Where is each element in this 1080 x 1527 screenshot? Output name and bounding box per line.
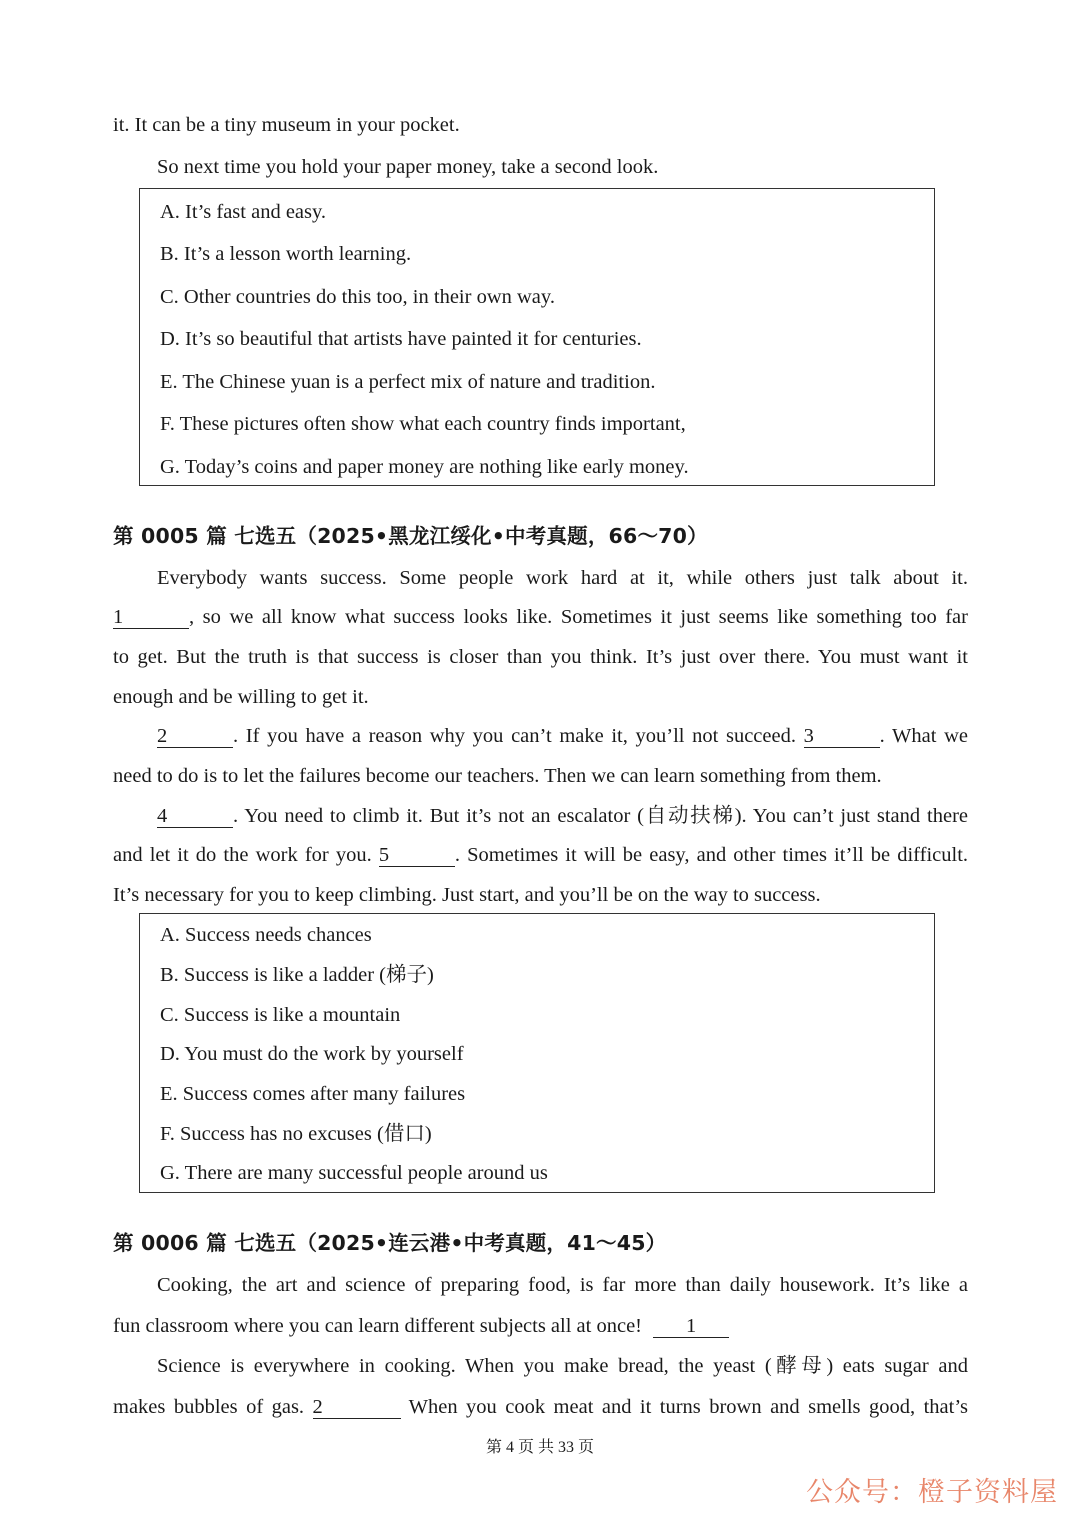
answer-blank: 1 <box>113 606 189 629</box>
option-c: C. Other countries do this too, in their own way. <box>160 286 555 308</box>
page-number: 第 4 页 共 33 页 <box>485 1439 594 1456</box>
answer-blank: 3 <box>804 725 880 748</box>
passage-line: 2 . If you have a reason why you can’t make it, you’ll not succeed. 3 . What we <box>157 725 968 747</box>
option-d: D. It’s so beautiful that artists have painted it for centuries. <box>160 328 642 350</box>
passage-line: Everybody wants success. Some people work hard at it, while others just talk about it. <box>157 567 968 589</box>
passage-line: 1 , so we all know what success looks like. Sometimes it just seems like something too far <box>113 606 968 628</box>
option-b: B. It’s a lesson worth learning. <box>160 243 412 265</box>
option-g: G. Today’s coins and paper money are nothing like early money. <box>160 456 689 478</box>
passage-line: it. It can be a tiny museum in your pocket. <box>113 114 460 136</box>
section-heading: 第 0005 篇 七选五（2025•黑龙江绥化•中考真题，66～70） <box>113 524 708 548</box>
option-c: C. Success is like a mountain <box>160 1004 401 1026</box>
option-b: B. Success is like a ladder (梯子) <box>160 964 434 986</box>
option-a: A. Success needs chances <box>160 924 372 946</box>
option-a: A. It’s fast and easy. <box>160 201 327 223</box>
passage-line: makes bubbles of gas. 2 When you cook meat and it turns brown and smells good, that’s <box>113 1396 968 1418</box>
answer-blank: 2 <box>157 725 233 748</box>
passage-line: 4 . You need to climb it. But it’s not an escalator (自动扶梯). You can’t just stand there <box>157 805 968 827</box>
option-f: F. These pictures often show what each country finds important, <box>160 413 686 435</box>
option-g: G. There are many successful people around us <box>160 1162 548 1184</box>
passage-line: So next time you hold your paper money, take a second look. <box>157 156 659 178</box>
answer-blank: 5 <box>379 844 455 867</box>
section-heading: 第 0006 篇 七选五（2025•连云港•中考真题，41～45） <box>113 1231 667 1255</box>
option-f: F. Success has no excuses (借口) <box>160 1123 432 1145</box>
passage-line: Science is everywhere in cooking. When you make bread, the yeast (酵母) eats sugar and <box>157 1355 968 1377</box>
passage-line: Cooking, the art and science of preparing food, is far more than daily housework. It’s like a <box>157 1274 968 1296</box>
answer-blank: 4 <box>157 805 233 828</box>
passage-line: enough and be willing to get it. <box>113 686 369 708</box>
watermark: 公众号：橙子资料屋 <box>806 1477 1058 1508</box>
passage-line: need to do is to let the failures become our teachers. Then we can learn something from them. <box>113 765 882 787</box>
passage-line: to get. But the truth is that success is closer than you think. It’s just over there. You must want it <box>113 646 968 668</box>
option-e: E. The Chinese yuan is a perfect mix of nature and tradition. <box>160 371 656 393</box>
option-e: E. Success comes after many failures <box>160 1083 466 1105</box>
passage-line: It’s necessary for you to keep climbing. Just start, and you’ll be on the way to success. <box>113 884 821 906</box>
options-box <box>139 913 935 1193</box>
passage-line: and let it do the work for you. 5 . Sometimes it will be easy, and other times it’ll be difficult. <box>113 844 969 866</box>
options-box <box>139 188 935 486</box>
option-d: D. You must do the work by yourself <box>160 1043 464 1065</box>
passage-line: fun classroom where you can learn different subjects all at once! 1 <box>113 1312 968 1340</box>
answer-blank: 2 <box>313 1396 401 1419</box>
answer-blank: 1 <box>653 1315 729 1338</box>
